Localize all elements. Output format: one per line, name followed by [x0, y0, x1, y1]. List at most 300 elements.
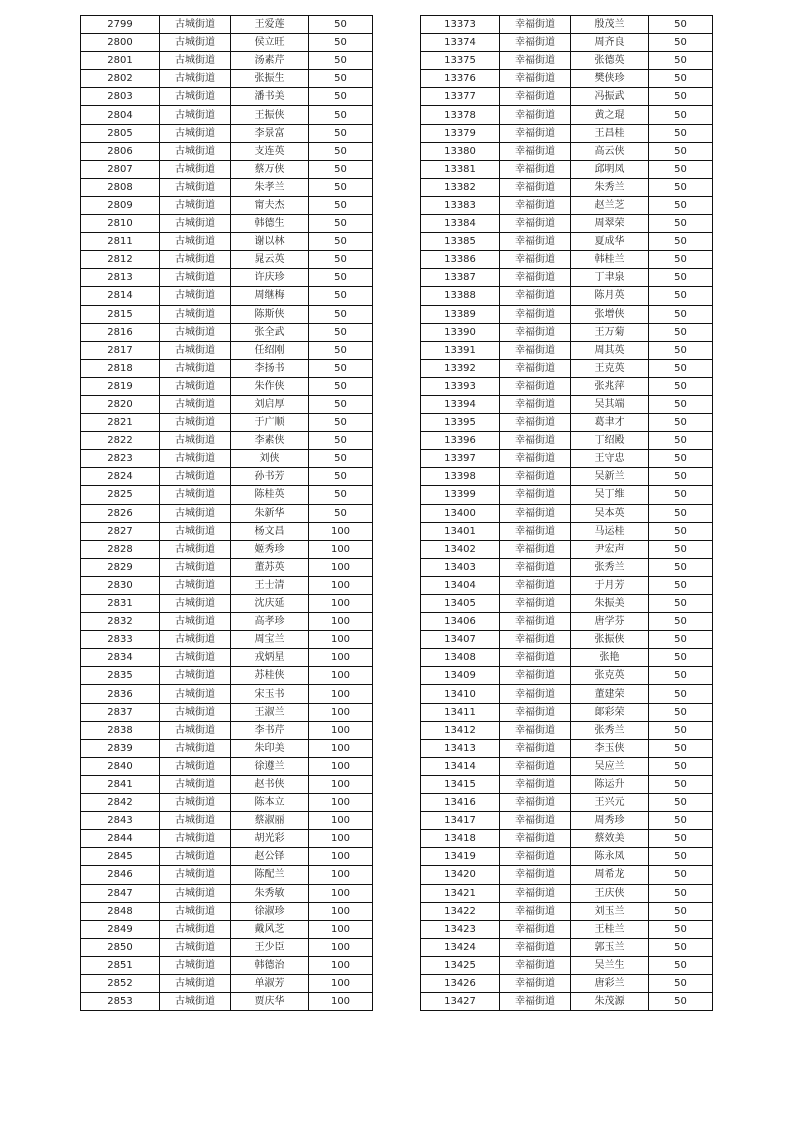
table-row: [421, 812, 713, 830]
street-cell: 古城街道: [160, 377, 231, 395]
amount-cell: 50: [649, 432, 713, 450]
table-row: [421, 830, 713, 848]
name-cell: 夏成华: [571, 233, 649, 251]
amount-cell: 50: [649, 993, 713, 1011]
amount-cell: 100: [309, 920, 373, 938]
name-cell: 张秀兰: [571, 721, 649, 739]
street-cell: 幸福街道: [500, 142, 571, 160]
name-cell: 朱作侠: [231, 377, 309, 395]
street-cell: 古城街道: [160, 504, 231, 522]
amount-cell: 50: [649, 468, 713, 486]
amount-cell: 50: [309, 106, 373, 124]
street-cell: 幸福街道: [500, 757, 571, 775]
name-cell: 韩德治: [231, 956, 309, 974]
table-row: [421, 649, 713, 667]
name-cell: 王振侠: [231, 106, 309, 124]
amount-cell: 50: [649, 70, 713, 88]
name-cell: 朱印美: [231, 739, 309, 757]
street-cell: 幸福街道: [500, 377, 571, 395]
street-cell: 幸福街道: [500, 721, 571, 739]
table-row: [81, 757, 373, 775]
amount-cell: 50: [649, 305, 713, 323]
serial-cell: 2823: [81, 450, 160, 468]
name-cell: 黄之琨: [571, 106, 649, 124]
serial-cell: 13376: [421, 70, 500, 88]
street-cell: 幸福街道: [500, 70, 571, 88]
serial-cell: 13382: [421, 178, 500, 196]
amount-cell: 50: [649, 812, 713, 830]
serial-cell: 13422: [421, 902, 500, 920]
table-row: [81, 595, 373, 613]
street-cell: 幸福街道: [500, 233, 571, 251]
amount-cell: 50: [649, 323, 713, 341]
table-row: [81, 432, 373, 450]
name-cell: 刘玉兰: [571, 902, 649, 920]
street-cell: 古城街道: [160, 920, 231, 938]
table-row: [421, 287, 713, 305]
table-row: [81, 70, 373, 88]
table-row: [421, 757, 713, 775]
table-row: [81, 196, 373, 214]
name-cell: 冯振武: [571, 88, 649, 106]
amount-cell: 50: [309, 486, 373, 504]
table-row: [81, 359, 373, 377]
serial-cell: 2831: [81, 595, 160, 613]
table-row: [421, 468, 713, 486]
name-cell: 姬秀珍: [231, 540, 309, 558]
serial-cell: 13420: [421, 866, 500, 884]
name-cell: 徐遵兰: [231, 757, 309, 775]
table-row: [421, 52, 713, 70]
table-row: [421, 703, 713, 721]
serial-cell: 2849: [81, 920, 160, 938]
name-cell: 任绍刚: [231, 341, 309, 359]
street-cell: 古城街道: [160, 178, 231, 196]
serial-cell: 2814: [81, 287, 160, 305]
table-row: [421, 486, 713, 504]
table-row: [81, 775, 373, 793]
table-row: [81, 52, 373, 70]
table-row: [421, 631, 713, 649]
amount-cell: 50: [309, 432, 373, 450]
serial-cell: 2833: [81, 631, 160, 649]
serial-cell: 2837: [81, 703, 160, 721]
amount-cell: 50: [649, 233, 713, 251]
name-cell: 朱秀兰: [571, 178, 649, 196]
name-cell: 吴新兰: [571, 468, 649, 486]
name-cell: 周宝兰: [231, 631, 309, 649]
street-cell: 幸福街道: [500, 522, 571, 540]
name-cell: 甯夫杰: [231, 196, 309, 214]
street-cell: 古城街道: [160, 88, 231, 106]
amount-cell: 50: [649, 540, 713, 558]
name-cell: 潘书美: [231, 88, 309, 106]
name-cell: 董建荣: [571, 685, 649, 703]
left-table: [80, 15, 373, 1011]
street-cell: 古城街道: [160, 34, 231, 52]
street-cell: 幸福街道: [500, 486, 571, 504]
street-cell: 幸福街道: [500, 305, 571, 323]
street-cell: 幸福街道: [500, 739, 571, 757]
amount-cell: 50: [309, 287, 373, 305]
table-row: [81, 794, 373, 812]
serial-cell: 13408: [421, 649, 500, 667]
table-row: [81, 377, 373, 395]
serial-cell: 13394: [421, 395, 500, 413]
name-cell: 朱新华: [231, 504, 309, 522]
street-cell: 幸福街道: [500, 432, 571, 450]
serial-cell: 13404: [421, 576, 500, 594]
name-cell: 徐淑珍: [231, 902, 309, 920]
serial-cell: 2842: [81, 794, 160, 812]
table-row: [421, 775, 713, 793]
street-cell: 古城街道: [160, 685, 231, 703]
amount-cell: 100: [309, 993, 373, 1011]
name-cell: 赵兰芝: [571, 196, 649, 214]
table-row: [81, 504, 373, 522]
street-cell: 古城街道: [160, 486, 231, 504]
street-cell: 古城街道: [160, 124, 231, 142]
table-row: [81, 124, 373, 142]
amount-cell: 50: [649, 956, 713, 974]
amount-cell: 100: [309, 522, 373, 540]
serial-cell: 13425: [421, 956, 500, 974]
amount-cell: 50: [649, 106, 713, 124]
street-cell: 幸福街道: [500, 468, 571, 486]
amount-cell: 50: [309, 305, 373, 323]
name-cell: 朱振美: [571, 595, 649, 613]
serial-cell: 13384: [421, 215, 500, 233]
amount-cell: 50: [649, 395, 713, 413]
amount-cell: 50: [649, 576, 713, 594]
street-cell: 幸福街道: [500, 938, 571, 956]
amount-cell: 50: [649, 16, 713, 34]
serial-cell: 2799: [81, 16, 160, 34]
street-cell: 古城街道: [160, 540, 231, 558]
name-cell: 唐彩兰: [571, 974, 649, 992]
name-cell: 陈永凤: [571, 848, 649, 866]
name-cell: 刘启厚: [231, 395, 309, 413]
street-cell: 幸福街道: [500, 576, 571, 594]
table-row: [421, 884, 713, 902]
name-cell: 王淑兰: [231, 703, 309, 721]
name-cell: 孙书芳: [231, 468, 309, 486]
serial-cell: 13383: [421, 196, 500, 214]
table-row: [421, 920, 713, 938]
street-cell: 古城街道: [160, 196, 231, 214]
name-cell: 胡光彩: [231, 830, 309, 848]
table-row: [81, 631, 373, 649]
amount-cell: 100: [309, 649, 373, 667]
amount-cell: 50: [649, 721, 713, 739]
table-row: [421, 866, 713, 884]
table-row: [81, 414, 373, 432]
serial-cell: 13427: [421, 993, 500, 1011]
serial-cell: 13401: [421, 522, 500, 540]
street-cell: 古城街道: [160, 721, 231, 739]
street-cell: 幸福街道: [500, 993, 571, 1011]
street-cell: 幸福街道: [500, 395, 571, 413]
table-row: [81, 739, 373, 757]
street-cell: 古城街道: [160, 993, 231, 1011]
table-row: [421, 848, 713, 866]
name-cell: 郞彩荣: [571, 703, 649, 721]
table-row: [421, 16, 713, 34]
table-row: [81, 938, 373, 956]
name-cell: 陈月英: [571, 287, 649, 305]
table-row: [81, 649, 373, 667]
serial-cell: 2807: [81, 160, 160, 178]
serial-cell: 2812: [81, 251, 160, 269]
name-cell: 吴丁维: [571, 486, 649, 504]
amount-cell: 100: [309, 739, 373, 757]
name-cell: 蔡淑丽: [231, 812, 309, 830]
serial-cell: 2850: [81, 938, 160, 956]
serial-cell: 2826: [81, 504, 160, 522]
serial-cell: 2827: [81, 522, 160, 540]
table-row: [81, 540, 373, 558]
table-row: [81, 920, 373, 938]
serial-cell: 2828: [81, 540, 160, 558]
amount-cell: 50: [309, 142, 373, 160]
amount-cell: 100: [309, 631, 373, 649]
name-cell: 张增侠: [571, 305, 649, 323]
amount-cell: 50: [309, 70, 373, 88]
table-row: [81, 323, 373, 341]
amount-cell: 100: [309, 685, 373, 703]
serial-cell: 2834: [81, 649, 160, 667]
amount-cell: 50: [309, 269, 373, 287]
table-row: [81, 613, 373, 631]
table-row: [421, 34, 713, 52]
amount-cell: 50: [649, 920, 713, 938]
serial-cell: 13399: [421, 486, 500, 504]
name-cell: 唐学芬: [571, 613, 649, 631]
serial-cell: 13392: [421, 359, 500, 377]
serial-cell: 2841: [81, 775, 160, 793]
amount-cell: 100: [309, 938, 373, 956]
street-cell: 幸福街道: [500, 902, 571, 920]
name-cell: 赵公铎: [231, 848, 309, 866]
street-cell: 幸福街道: [500, 613, 571, 631]
street-cell: 幸福街道: [500, 884, 571, 902]
table-row: [421, 305, 713, 323]
amount-cell: 50: [309, 233, 373, 251]
name-cell: 吴本英: [571, 504, 649, 522]
table-row: [421, 974, 713, 992]
street-cell: 古城街道: [160, 70, 231, 88]
table-row: [81, 902, 373, 920]
name-cell: 王少臣: [231, 938, 309, 956]
table-row: [421, 613, 713, 631]
name-cell: 汤素芹: [231, 52, 309, 70]
serial-cell: 13396: [421, 432, 500, 450]
amount-cell: 50: [309, 251, 373, 269]
street-cell: 古城街道: [160, 812, 231, 830]
serial-cell: 2808: [81, 178, 160, 196]
amount-cell: 50: [649, 830, 713, 848]
serial-cell: 13377: [421, 88, 500, 106]
amount-cell: 50: [649, 287, 713, 305]
serial-cell: 2852: [81, 974, 160, 992]
table-row: [421, 359, 713, 377]
name-cell: 戴风芝: [231, 920, 309, 938]
street-cell: 幸福街道: [500, 450, 571, 468]
serial-cell: 2840: [81, 757, 160, 775]
table-row: [421, 196, 713, 214]
amount-cell: 100: [309, 540, 373, 558]
street-cell: 幸福街道: [500, 16, 571, 34]
street-cell: 幸福街道: [500, 88, 571, 106]
name-cell: 张德英: [571, 52, 649, 70]
street-cell: 幸福街道: [500, 414, 571, 432]
serial-cell: 13400: [421, 504, 500, 522]
amount-cell: 50: [649, 450, 713, 468]
serial-cell: 13405: [421, 595, 500, 613]
name-cell: 蔡效美: [571, 830, 649, 848]
table-row: [81, 450, 373, 468]
name-cell: 高孝珍: [231, 613, 309, 631]
street-cell: 古城街道: [160, 450, 231, 468]
name-cell: 李玉侠: [571, 739, 649, 757]
serial-cell: 13386: [421, 251, 500, 269]
name-cell: 朱茂源: [571, 993, 649, 1011]
amount-cell: 50: [649, 794, 713, 812]
name-cell: 蔡万侠: [231, 160, 309, 178]
street-cell: 古城街道: [160, 305, 231, 323]
serial-cell: 13423: [421, 920, 500, 938]
serial-cell: 13415: [421, 775, 500, 793]
street-cell: 古城街道: [160, 956, 231, 974]
street-cell: 幸福街道: [500, 106, 571, 124]
serial-cell: 2806: [81, 142, 160, 160]
amount-cell: 50: [649, 902, 713, 920]
table-row: [421, 938, 713, 956]
name-cell: 杨文昌: [231, 522, 309, 540]
name-cell: 董苏英: [231, 558, 309, 576]
table-row: [81, 233, 373, 251]
street-cell: 古城街道: [160, 323, 231, 341]
name-cell: 王克英: [571, 359, 649, 377]
street-cell: 幸福街道: [500, 848, 571, 866]
serial-cell: 13374: [421, 34, 500, 52]
name-cell: 朱秀敏: [231, 884, 309, 902]
table-row: [421, 341, 713, 359]
table-row: [81, 160, 373, 178]
table-row: [421, 233, 713, 251]
amount-cell: 50: [649, 613, 713, 631]
amount-cell: 50: [649, 522, 713, 540]
name-cell: 戎炳星: [231, 649, 309, 667]
amount-cell: 50: [649, 377, 713, 395]
street-cell: 古城街道: [160, 866, 231, 884]
serial-cell: 2845: [81, 848, 160, 866]
name-cell: 贾庆华: [231, 993, 309, 1011]
street-cell: 幸福街道: [500, 287, 571, 305]
amount-cell: 50: [649, 631, 713, 649]
name-cell: 周其英: [571, 341, 649, 359]
amount-cell: 50: [309, 377, 373, 395]
street-cell: 古城街道: [160, 848, 231, 866]
amount-cell: 50: [649, 52, 713, 70]
amount-cell: 50: [309, 178, 373, 196]
name-cell: 韩桂兰: [571, 251, 649, 269]
amount-cell: 50: [309, 323, 373, 341]
amount-cell: 100: [309, 884, 373, 902]
serial-cell: 13389: [421, 305, 500, 323]
street-cell: 古城街道: [160, 757, 231, 775]
amount-cell: 50: [649, 142, 713, 160]
street-cell: 古城街道: [160, 775, 231, 793]
name-cell: 周继梅: [231, 287, 309, 305]
serial-cell: 13403: [421, 558, 500, 576]
serial-cell: 2847: [81, 884, 160, 902]
street-cell: 古城街道: [160, 558, 231, 576]
serial-cell: 13385: [421, 233, 500, 251]
serial-cell: 2843: [81, 812, 160, 830]
table-row: [421, 323, 713, 341]
serial-cell: 13407: [421, 631, 500, 649]
table-row: [81, 16, 373, 34]
street-cell: 古城街道: [160, 215, 231, 233]
table-row: [421, 667, 713, 685]
table-row: [81, 251, 373, 269]
name-cell: 朱孝兰: [231, 178, 309, 196]
amount-cell: 50: [649, 667, 713, 685]
street-cell: 古城街道: [160, 522, 231, 540]
serial-cell: 13402: [421, 540, 500, 558]
name-cell: 周秀珍: [571, 812, 649, 830]
amount-cell: 50: [649, 848, 713, 866]
serial-cell: 13381: [421, 160, 500, 178]
table-row: [81, 812, 373, 830]
serial-cell: 13395: [421, 414, 500, 432]
name-cell: 陈桂英: [231, 486, 309, 504]
serial-cell: 13390: [421, 323, 500, 341]
amount-cell: 50: [649, 359, 713, 377]
name-cell: 陈配兰: [231, 866, 309, 884]
serial-cell: 13380: [421, 142, 500, 160]
street-cell: 幸福街道: [500, 974, 571, 992]
serial-cell: 2836: [81, 685, 160, 703]
serial-cell: 2818: [81, 359, 160, 377]
serial-cell: 13410: [421, 685, 500, 703]
name-cell: 陈运升: [571, 775, 649, 793]
serial-cell: 13421: [421, 884, 500, 902]
amount-cell: 50: [309, 504, 373, 522]
table-row: [81, 215, 373, 233]
amount-cell: 50: [649, 703, 713, 721]
table-row: [81, 178, 373, 196]
serial-cell: 13418: [421, 830, 500, 848]
amount-cell: 50: [649, 88, 713, 106]
name-cell: 葛聿才: [571, 414, 649, 432]
name-cell: 于广顺: [231, 414, 309, 432]
table-row: [81, 848, 373, 866]
amount-cell: 50: [309, 341, 373, 359]
amount-cell: 50: [649, 215, 713, 233]
amount-cell: 50: [649, 34, 713, 52]
amount-cell: 100: [309, 830, 373, 848]
name-cell: 苏桂侠: [231, 667, 309, 685]
street-cell: 古城街道: [160, 251, 231, 269]
serial-cell: 2805: [81, 124, 160, 142]
serial-cell: 13406: [421, 613, 500, 631]
name-cell: 王桂兰: [571, 920, 649, 938]
amount-cell: 100: [309, 576, 373, 594]
serial-cell: 2813: [81, 269, 160, 287]
table-row: [421, 124, 713, 142]
